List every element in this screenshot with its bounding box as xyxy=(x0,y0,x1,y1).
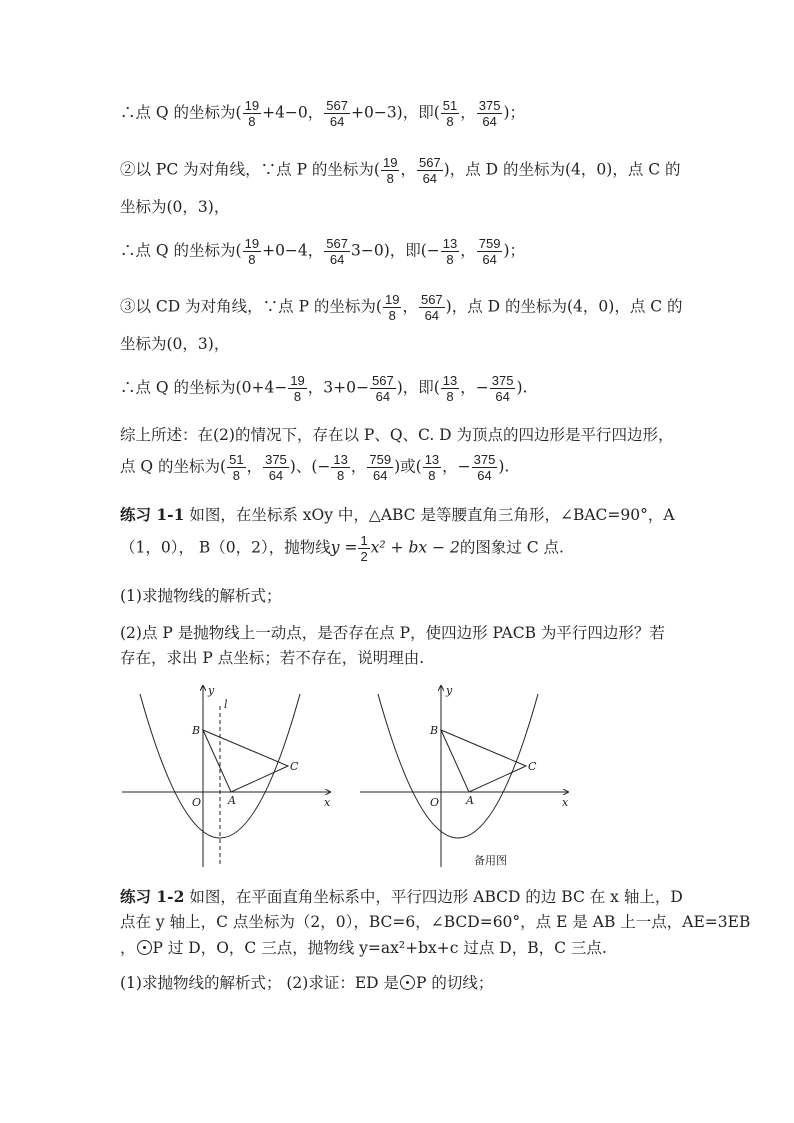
fraction: $\frac{19}{8}$ xyxy=(244,98,260,129)
summary-line2: 点 Q 的坐标为( $\frac{51}{8}$ ， $\frac{375}{64}$ )、(− $\frac{13}{8}$ ， $\frac{759}{64}$ )或( $\frac{13}{8}$ ，− $\frac{375}{64}$ ). xyxy=(120,452,510,483)
exercise-title: 练习 1-1 xyxy=(120,505,185,524)
exercise-1-1-line2: （1，0）， B（0，2），抛物线y = $\frac{1}{2}$ x² + bx − 2的图象过 C 点. xyxy=(120,533,564,564)
fraction: $\frac{567}{64}$ xyxy=(420,292,443,323)
exercise-1-2-line2: 点在 y 轴上，C 点坐标为（2，0），BC=6，∠BCD=60°，点 E 是 AB 上一点，AE=3EB xyxy=(120,913,751,931)
figure-backup xyxy=(356,682,586,872)
parabola xyxy=(378,694,538,838)
fraction: $\frac{51}{8}$ xyxy=(442,98,458,129)
label-o: O xyxy=(430,796,440,809)
label-o: O xyxy=(192,796,202,809)
fraction: $\frac{19}{8}$ xyxy=(384,292,400,323)
label-x: x xyxy=(562,796,569,809)
exercise-1-1-q1: (1)求抛物线的解析式； xyxy=(120,587,282,605)
fraction: $\frac{375}{64}$ xyxy=(491,373,514,404)
circle-dot-icon xyxy=(137,940,152,955)
case-cd-line2: 坐标为(0，3)， xyxy=(120,335,230,353)
exercise-title: 练习 1-2 xyxy=(120,887,185,906)
label-c: C xyxy=(290,760,299,773)
fraction: $\frac{13}{8}$ xyxy=(442,236,458,267)
circle-dot-icon xyxy=(400,975,415,990)
exercise-1-1-q2-line1: (2)点 P 是抛物线上一动点，是否存在点 P，使四边形 PACB 为平行四边形？若 xyxy=(120,624,665,642)
figure-caption: 备用图 xyxy=(474,854,507,867)
fraction: $\frac{13}{8}$ xyxy=(424,452,440,483)
figure-main xyxy=(118,682,348,872)
label-c: C xyxy=(528,760,537,773)
label-y: y xyxy=(446,684,453,697)
exercise-1-2-line3: ， P 过 D，O，C 三点，抛物线 y=ax²+bx+c 过点 D，B，C 三点. xyxy=(120,939,607,957)
fraction: $\frac{759}{64}$ xyxy=(369,452,392,483)
fraction: $\frac{375}{64}$ xyxy=(265,452,287,483)
exercise-1-2-questions: (1)求抛物线的解析式； (2)求证：ED 是 P 的切线； xyxy=(120,974,494,992)
fraction: $\frac{375}{64}$ xyxy=(478,98,501,129)
case-cd-diagonal: ③以 CD 为对角线，∵点 P 的坐标为( $\frac{19}{8}$ ， $\frac{567}{64}$ )，点 D 的坐标为(4，0)，点 C 的 xyxy=(120,292,683,323)
exercise-1-2-line1: 练习 1-2 如图，在平面直角坐标系中，平行四边形 ABCD 的边 BC 在 x 轴上，D xyxy=(120,887,683,906)
fraction: $\frac{19}{8}$ xyxy=(290,373,305,404)
fraction: $\frac{567}{64}$ xyxy=(326,98,348,129)
label-l: l xyxy=(224,698,228,711)
summary-line1: 综上所述：在(2)的情况下，存在以 P、Q、C. D 为顶点的四边形是平行四边形， xyxy=(120,426,674,444)
case-pc-line2: 坐标为(0，3)， xyxy=(120,198,230,216)
exercise-1-1-line1: 练习 1-1 如图，在坐标系 xOy 中，△ABC 是等腰直角三角形，∠BAC=90°，A xyxy=(120,505,675,524)
fraction: $\frac{567}{64}$ xyxy=(326,236,348,267)
label-b: B xyxy=(430,724,439,737)
fraction: $\frac{51}{8}$ xyxy=(229,452,244,483)
fraction: $\frac{1}{2}$ xyxy=(360,533,368,564)
solution-line-q3: ∴点 Q 的坐标为(0+4− $\frac{19}{8}$ ，3+0− $\frac{567}{64}$ )，即( $\frac{13}{8}$ ，− $\frac{375}{64}$ ). xyxy=(120,373,528,404)
fraction: $\frac{375}{64}$ xyxy=(473,452,496,483)
fraction: $\frac{19}{8}$ xyxy=(382,155,398,186)
fraction: $\frac{19}{8}$ xyxy=(244,236,260,267)
label-b: B xyxy=(192,724,201,737)
solution-line-q2: ∴点 Q 的坐标为( $\frac{19}{8}$ +0−4， $\frac{567}{64}$ 3−0)，即(− $\frac{13}{8}$ ， $\frac{759}{64}$ )； xyxy=(120,236,526,267)
case-pc-diagonal: ②以 PC 为对角线，∵点 P 的坐标为( $\frac{19}{8}$ ， $\frac{567}{64}$ )，点 D 的坐标为(4，0)，点 C 的 xyxy=(120,155,681,186)
fraction: $\frac{567}{64}$ xyxy=(418,155,441,186)
triangle-abc xyxy=(441,730,526,792)
exercise-1-1-q2-line2: 存在，求出 P 点坐标；若不存在，说明理由. xyxy=(120,649,425,667)
fraction: $\frac{13}{8}$ xyxy=(442,373,458,404)
fraction: $\frac{567}{64}$ xyxy=(371,373,394,404)
label-a: A xyxy=(466,794,474,807)
solution-line-q1: ∴点 Q 的坐标为( $\frac{19}{8}$ +4−0， $\frac{567}{64}$ +0−3)，即( $\frac{51}{8}$ ， $\frac{375}{64}$ )； xyxy=(120,98,526,129)
fraction: $\frac{13}{8}$ xyxy=(333,452,348,483)
label-y: y xyxy=(208,684,215,697)
label-x: x xyxy=(324,796,331,809)
triangle-abc xyxy=(203,730,288,792)
fraction: $\frac{759}{64}$ xyxy=(478,236,501,267)
label-a: A xyxy=(228,794,236,807)
